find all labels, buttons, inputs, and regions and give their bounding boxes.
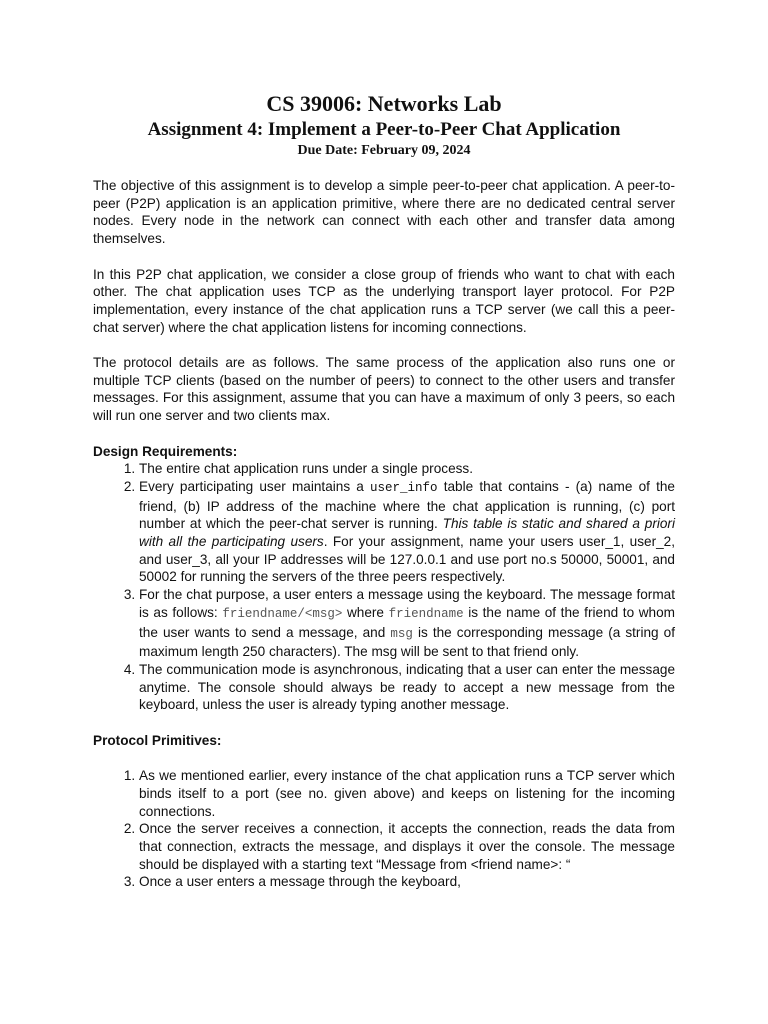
list-item-text: The entire chat application runs under a single process. <box>139 461 473 477</box>
document-body <box>93 177 675 891</box>
list-item-text: is the name of the friend to whom the user wants to send a message, and <box>139 604 675 640</box>
list-item-text: is the corresponding message (a string of maximum length 250 characters). The msg will be sent to that friend only. <box>139 624 676 660</box>
code-message-format: friendname/<msg> <box>222 606 343 621</box>
list-item <box>139 460 675 478</box>
italic-note: This table is static and shared a priori with all the participating users <box>139 516 675 550</box>
code-msg: msg <box>390 626 413 641</box>
list-item <box>139 586 675 661</box>
protocol-primitives-list <box>93 767 675 891</box>
list-item-text: For the chat purpose, a user enters a message using the keyboard. The message format is as follows: <box>139 587 675 620</box>
list-item-text: The communication mode is asynchronous, indicating that a user can enter the message anytime. The console should always be ready to accept a new message from the keyboard, unless the user is already typing another message. <box>139 661 675 713</box>
code-friendname: friendname <box>388 606 464 621</box>
list-item <box>139 478 675 586</box>
list-item-text: Every participating user maintains a <box>139 478 371 494</box>
list-item-text: where <box>342 604 389 620</box>
list-item <box>139 873 675 891</box>
intro-paragraph: The objective of this assignment is to develop a simple peer-to-peer chat application. A peer-to-peer (P2P) application is an application primitive, where there are no dedicated central server nodes. Every node in the network can connect with each other and transfer data among themselves. <box>93 178 675 247</box>
list-item-text: table that contains - (a) name of the friend, (b) IP address of the machine where the chat application is running, (c) port number at which the peer-chat server is running. <box>139 478 675 532</box>
list-item-text: . For your assignment, name your users user_1, user_2, and user_3, all your IP addresses will be 127.0.0.1 and use port no.s 50000, 50001, and 50002 for running the servers of the three peers respectively. <box>139 534 675 585</box>
code-user-info: user_info <box>370 480 438 495</box>
course-title: CS 39006: Networks Lab <box>266 91 502 116</box>
assignment-title: Assignment 4: Implement a Peer-to-Peer Chat Application <box>147 119 621 140</box>
document-header <box>0 90 768 160</box>
intro-paragraph: The protocol details are as follows. The same process of the application also runs one or multiple TCP clients (based on the number of peers) to connect to the other users and transfer messages. For this assignment, assume that you can have a maximum of only 3 peers, so each will run one server and two clients max. <box>93 355 675 424</box>
list-item <box>139 661 675 714</box>
design-requirements-heading: Design Requirements: <box>93 443 238 459</box>
design-requirements-list <box>93 460 675 714</box>
list-item <box>139 820 675 873</box>
due-date: Due Date: February 09, 2024 <box>297 143 471 158</box>
list-item-text: As we mentioned earlier, every instance of the chat application runs a TCP server which binds itself to a port (see no. given above) and keeps on listening for the incoming connections. <box>139 768 675 819</box>
protocol-primitives-heading: Protocol Primitives: <box>93 732 222 748</box>
list-item-text: Once the server receives a connection, it accepts the connection, reads the data from that connection, extracts the message, and displays it over the console. The message should be displayed with a starting text “Message from <friend name>: “ <box>139 821 675 872</box>
intro-paragraph: In this P2P chat application, we consider a close group of friends who want to chat with each other. The chat application uses TCP as the underlying transport layer protocol. For P2P implementation, every instance of the chat application runs a TCP server (we call this a peer-chat server) where the chat application listens for incoming connections. <box>93 266 675 335</box>
list-item <box>139 767 675 820</box>
list-item-text: Once a user enters a message through the keyboard, <box>139 874 461 890</box>
